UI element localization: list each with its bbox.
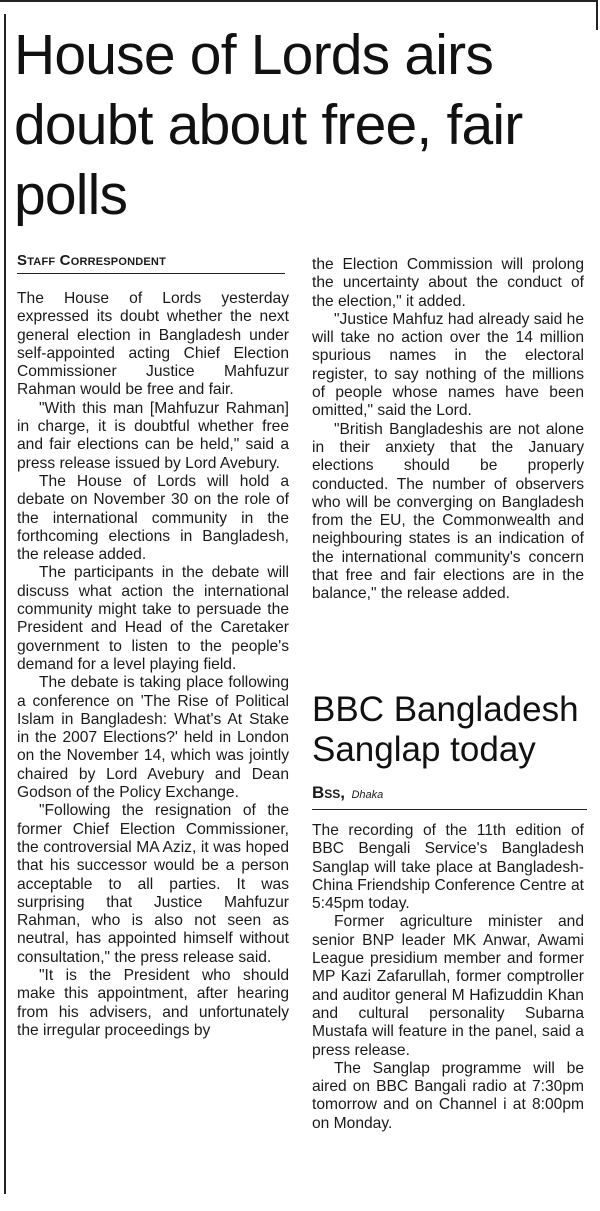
article-paragraph: The participants in the debate will discuss what action the international community might take to persuade the President and Head of the Caretaker government to listen to the people's demand for a level playing field. [17, 564, 289, 673]
clipping-border-top [0, 0, 596, 2]
article-paragraph: The House of Lords yesterday expressed its doubt whether the next general election in Bangladesh under self-appointed acting Chief Election Commissioner Justice Mahfuzur Rahman would be free and fair. [17, 290, 289, 399]
article-column-2 [312, 256, 584, 604]
article-paragraph: "With this man [Mahfuzur Rahman] in charge, it is doubtful whether free and fair elections can be held," said a press release issued by Lord Avebury. [17, 399, 289, 472]
article-paragraph: Former agriculture minister and senior BNP leader MK Anwar, Awami League presidium member and former MP Kazi Zafarullah, former comptroller and auditor general M Hafizuddin Khan and cultural personality Subarna Mustafa will feature in the panel, said a press release. [312, 913, 584, 1059]
clipping-border-right [596, 0, 598, 30]
article-paragraph: the Election Commission will prolong the uncertainty about the conduct of the election," it added. [312, 256, 584, 310]
article-paragraph: The House of Lords will hold a debate on November 30 on the role of the international community in the forthcoming elections in Bangladesh, the release added. [17, 472, 289, 564]
article-paragraph: The debate is taking place following a conference on 'The Rise of Political Islam in Bangladesh: What's At Stake in the 2007 Elections?' held in London on the November 14, which was jointly chaired by Lord Avebury and Dean Godson of the Policy Exchange. [17, 674, 289, 802]
article-paragraph: "Following the resignation of the former Chief Election Commissioner, the controversial MA Aziz, it was hoped that his successor would be a person acceptable to all parties. It was surprising that Justice Mahfuzur Rahman, who is also not seen as neutral, has appointed himself without consultation," the press release said. [17, 802, 289, 966]
article-paragraph: The Sanglap programme will be aired on BBC Bangali radio at 7:30pm tomorrow and on Channel i at 8:00pm on Monday. [312, 1059, 584, 1132]
second-byline [312, 783, 587, 810]
dateline-place: Dhaka [351, 789, 384, 801]
article-paragraph: The recording of the 11th edition of BBC Bengali Service's Bangladesh Sanglap will take place at Bangladesh-China Friendship Conference Centre at 5:45pm today. [312, 822, 584, 913]
clipping-border-left [4, 14, 6, 1194]
article-paragraph: "Justice Mahfuz had already said he will take no action over the 14 million spurious names in the electoral register, to say nothing of the millions of people whose names have been omitted," said the Lord. [312, 310, 584, 420]
article-paragraph: "It is the President who should make this appointment, after hearing from his advisers, and unfortunately the irregular proceedings by [17, 966, 289, 1039]
article2-body [312, 822, 584, 1133]
article-paragraph: "British Bangladeshis are not alone in their anxiety that the January elections should be properly conducted. The number of observers who will be converging on Bangladesh from the EU, the Commonwealth and neighbouring states is an indication of the international community's concern that free and fair elections are in the balance," the release added. [312, 420, 584, 603]
second-headline: BBC Bangladesh Sanglap today [312, 690, 579, 769]
main-byline: Staff Correspondent [17, 252, 285, 274]
article-column-1 [17, 290, 289, 1040]
main-headline: House of Lords airs doubt about free, fair polls [14, 23, 523, 227]
news-agency: Bss, [312, 783, 346, 802]
